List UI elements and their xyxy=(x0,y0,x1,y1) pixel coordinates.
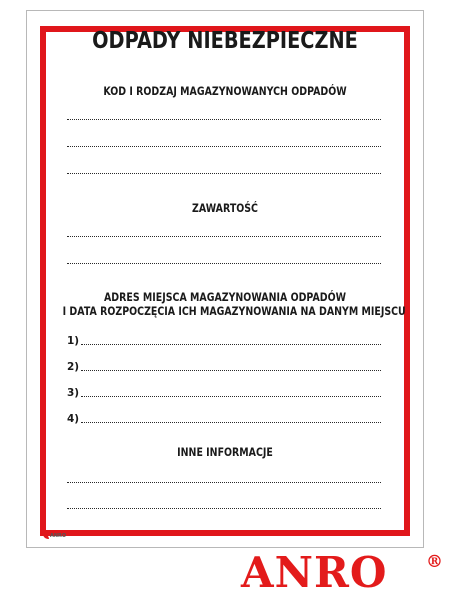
fill-line xyxy=(67,508,381,509)
fill-line xyxy=(67,263,381,264)
section-heading-address-line1: ADRES MIEJSCA MAGAZYNOWANIA ODPADÓW xyxy=(103,290,347,304)
numbered-line xyxy=(67,334,381,348)
line-number: 2) xyxy=(67,361,80,373)
fill-line xyxy=(67,236,381,237)
fill-line xyxy=(81,344,381,345)
numbered-line xyxy=(67,412,381,426)
registered-mark: ® xyxy=(426,552,443,572)
numbered-line xyxy=(67,386,381,400)
anro-swoosh-icon xyxy=(43,534,49,539)
red-frame xyxy=(40,26,410,536)
section-heading-other-info: INNE INFORMACJE xyxy=(177,445,273,459)
fill-line xyxy=(81,396,381,397)
fill-line xyxy=(67,146,381,147)
fill-line xyxy=(67,173,381,174)
line-number: 3) xyxy=(67,387,80,399)
small-logo-text: ANRO xyxy=(50,533,67,539)
fill-line xyxy=(81,422,381,423)
section-heading-contents: ZAWARTOŚĆ xyxy=(191,201,258,215)
fill-line xyxy=(67,119,381,120)
numbered-line xyxy=(67,360,381,374)
section-heading-address-line2: I DATA ROZPOCZĘCIA ICH MAGAZYNOWANIA NA DANYM MIEJSCU xyxy=(62,304,406,318)
section-heading-waste-code: KOD I RODZAJ MAGAZYNOWANYCH ODPADÓW xyxy=(103,84,347,98)
sign-title: ODPADY NIEBEZPIECZNE xyxy=(92,28,358,54)
fill-line xyxy=(67,482,381,483)
small-anro-logo xyxy=(43,531,66,541)
line-number: 1) xyxy=(67,335,80,347)
fill-line xyxy=(81,370,381,371)
safety-sign xyxy=(26,10,424,548)
brand-logo: ANRO xyxy=(241,548,388,597)
line-number: 4) xyxy=(67,413,80,425)
